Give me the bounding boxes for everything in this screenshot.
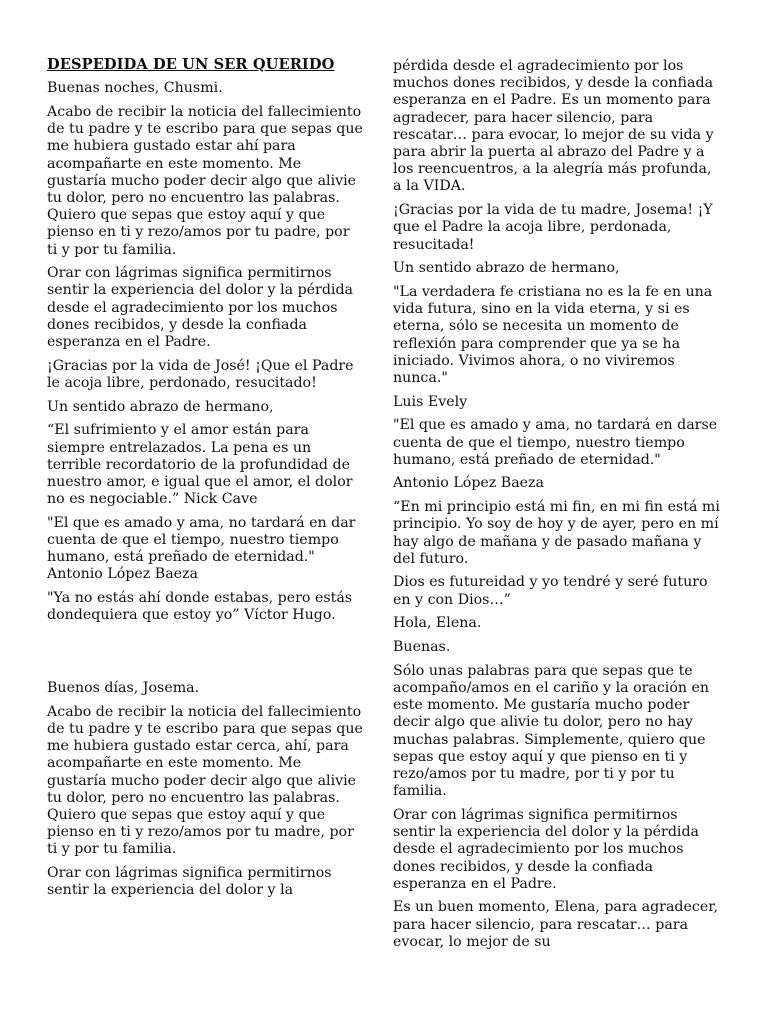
closing-line: Un sentido abrazo de hermano, bbox=[393, 260, 620, 277]
quote-author: Antonio López Baeza bbox=[393, 475, 544, 492]
greeting-buenas: Buenas. bbox=[393, 639, 451, 656]
prayer-paragraph: Orar con lágrimas significa permitirnos sentir la experiencia del dolor y la pérdida desde el agradecimiento por los muchos dones recibidos, y desde la confiada esperanza en el Padre. bbox=[47, 265, 354, 351]
closing-line: Un sentido abrazo de hermano, bbox=[47, 398, 274, 415]
prayer-paragraph-start: Orar con lágrimas significa permitirnos sentir la experiencia del dolor y la bbox=[47, 865, 332, 899]
condolence-paragraph: Sólo unas palabras para que sepas que te acompaño/amos en el cariño y la oración en este momento. Me gustaría mucho poder decir algo que alivie tu dolor, pero no hay muchas palabras. Simplemente, quiero que sepas que estoy aquí y que pienso en ti y rezo/amos por tu madre, por ti y por tu familia. bbox=[393, 662, 710, 800]
quote-luis-evely: "La verdadera fe cristiana no es la fe en una vida futura, sino en la vida eterna, y si es eterna, sólo se necesita un momento de reflexión para comprender que ya se ha iniciado. Vivimos ahora, o no viviremos nunca." bbox=[393, 283, 713, 386]
left-column bbox=[47, 56, 363, 906]
closing-paragraph-start: Es un buen momento, Elena, para agradecer, para hacer silencio, para rescatar… para evocar, lo mejor de su bbox=[393, 899, 718, 950]
prayer-paragraph: Orar con lágrimas significa permitirnos sentir la experiencia del dolor y la pérdida desde el agradecimiento por los muchos dones recibidos, y desde la confiada esperanza en el Padre. bbox=[393, 806, 700, 892]
quote-nick-cave: “El sufrimiento y el amor están para siempre entrelazados. La pena es un terrible recordatorio de la profundidad de nuestro amor, e igual que el amor, el dolor no es negociable.” Nick Cave bbox=[47, 422, 353, 508]
right-column bbox=[393, 58, 723, 958]
condolence-paragraph: Acabo de recibir la noticia del fallecimiento de tu padre y te escribo para que sepas que me hubiera gustado estar ahí para acompañarte en este momento. Me gustaría mucho poder decir algo que alivie tu dolor, pero no encuentro las palabras. Quiero que sepas que estoy aquí y que pienso en ti y rezo/amos por tu padre, por ti y por tu familia. bbox=[47, 103, 363, 258]
condolence-paragraph: Acabo de recibir la noticia del fallecimiento de tu padre y te escribo para que sepas que me hubiera gustado estar cerca, ahí, para acompañarte en este momento. Me gustaría mucho poder decir algo que alivie tu dolor, pero no encuentro las palabras. Quiero que sepas que estoy aquí y que pienso en ti y rezo/amos por tu madre, por ti y por tu familia. bbox=[47, 703, 363, 858]
quote-author: Luis Evely bbox=[393, 393, 468, 410]
greeting-elena: Hola, Elena. bbox=[393, 615, 482, 632]
section-gap bbox=[47, 631, 363, 680]
quote-principle: “En mi principio está mi fin, en mi fin está mi principio. Yo soy de hoy y de ayer, pero en mí hay algo de mañana y de pasado mañana y del futuro. bbox=[393, 499, 720, 567]
greeting-josema: Buenos días, Josema. bbox=[47, 680, 200, 697]
quote-lopez-baeza: "El que es amado y ama, no tardará en darse cuenta de que el tiempo, nuestro tiempo humano, está preñado de eternidad." bbox=[393, 417, 718, 468]
prayer-paragraph-continued: pérdida desde el agradecimiento por los muchos dones recibidos, y desde la confiada esperanza en el Padre. Es un momento para agradecer, para hacer silencio, para rescatar… para evocar, lo mejor de su vida y para abrir la puerta al abrazo del Padre y a los reencuentros, a la alegría más profunda, a la VIDA. bbox=[393, 58, 714, 195]
gratitude-paragraph: ¡Gracias por la vida de tu madre, Josema! ¡Y que el Padre la acoja libre, perdonada, resucitada! bbox=[393, 202, 713, 253]
quote-lopez-baeza: "El que es amado y ama, no tardará en dar cuenta de que el tiempo, nuestro tiempo humano, está preñado de eternidad." Antonio López Baeza bbox=[47, 514, 356, 583]
document-title: DESPEDIDA DE UN SER QUERIDO bbox=[47, 56, 335, 73]
quote-futureidad: Dios es futureidad y yo tendré y seré futuro en y con Dios…” bbox=[393, 574, 708, 608]
gratitude-paragraph: ¡Gracias por la vida de José! ¡Que el Padre le acoja libre, perdonado, resucitado! bbox=[47, 357, 354, 391]
quote-victor-hugo: "Ya no estás ahí donde estabas, pero estás dondequiera que estoy yo” Víctor Hugo. bbox=[47, 590, 353, 624]
greeting-chusmi: Buenas noches, Chusmi. bbox=[47, 80, 223, 97]
